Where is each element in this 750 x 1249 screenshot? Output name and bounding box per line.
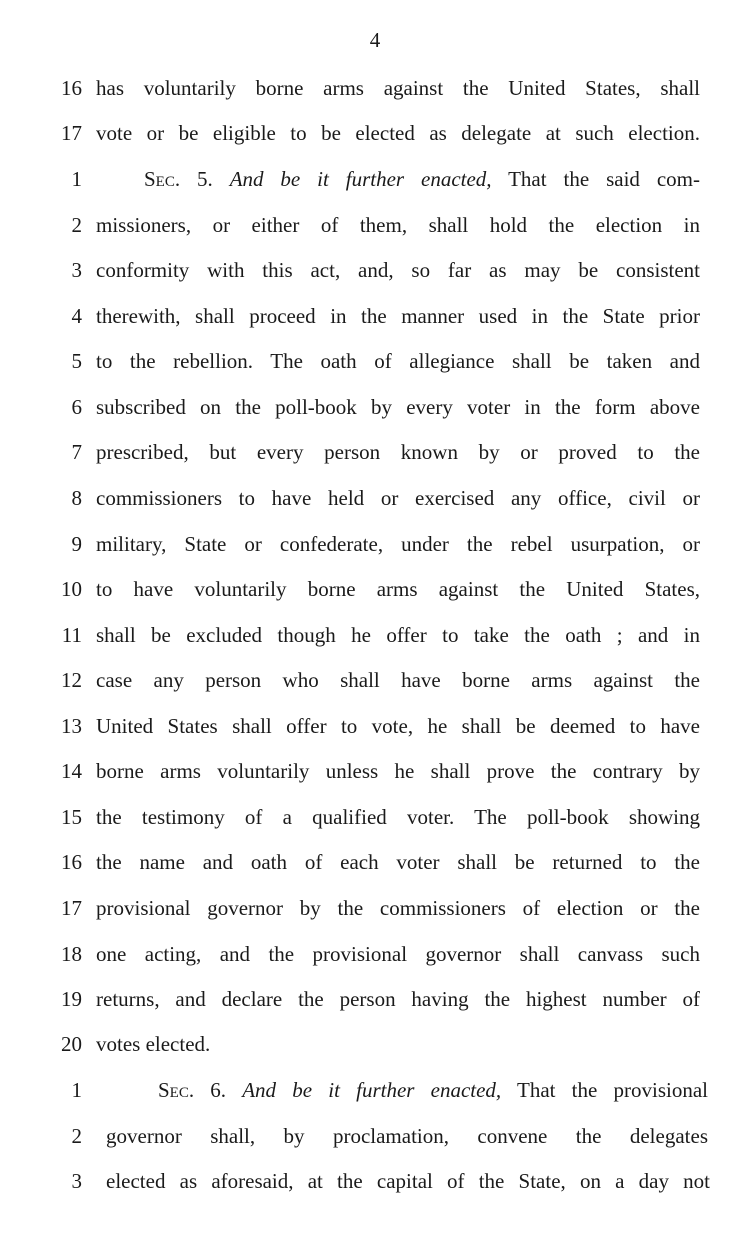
line-text: the testimony of a qualified voter. The poll-book showing [96,805,700,829]
line-text: military, State or confederate, under the rebel usurpation, or [96,532,700,556]
line-number: 19 [61,987,82,1011]
line-text: subscribed on the poll-book by every voter in the form above [96,395,700,419]
line-number: 17 [61,121,82,145]
line-number: 12 [61,668,82,692]
line-text [144,164,700,194]
line-number: 5 [71,349,82,373]
line-text: elected as aforesaid, at the capital of the State, on a day not [106,1169,710,1193]
line-text: the name and oath of each voter shall be returned to the [96,850,700,874]
line-number: 3 [71,1169,82,1193]
line-text: borne arms voluntarily unless he shall prove the contrary by [96,759,700,783]
line-text-rest: That the provisional [517,1078,708,1102]
line-number: 11 [61,623,82,647]
line-text: conformity with this act, and, so far as may be consistent [96,258,700,282]
line-number: 7 [71,440,82,464]
line-number: 4 [71,304,82,328]
line-text: vote or be eligible to be elected as delegate at such election. [96,121,700,145]
line-text: one acting, and the provisional governor shall canvass such [96,942,700,966]
line-number: 8 [71,486,82,510]
line-number: 1 [71,167,82,191]
line-text: governor shall, by proclamation, convene the delegates [106,1124,708,1148]
line-text: votes elected. [96,1032,211,1056]
line-text: case any person who shall have borne arms against the [96,668,700,692]
line-number: 2 [71,1124,82,1148]
line-number: 6 [71,395,82,419]
enacting-clause: And be it further enacted, [229,167,492,191]
line-number: 16 [61,76,82,100]
line-text: therewith, shall proceed in the manner used in the State prior [96,304,700,328]
page-number: 4 [369,28,381,52]
line-text: returns, and declare the person having the highest number of [96,987,700,1011]
line-number: 3 [71,258,82,282]
enacting-clause: And be it further enacted, [242,1078,502,1102]
line-number: 9 [71,532,82,556]
line-number: 16 [61,850,82,874]
line-number: 18 [61,942,82,966]
line-text: has voluntarily borne arms against the United States, shall [96,76,700,100]
line-text: United States shall offer to vote, he shall be deemed to have [96,714,700,738]
line-text: prescribed, but every person known by or proved to the [96,440,700,464]
line-text: to have voluntarily borne arms against the United States, [96,577,700,601]
line-text: provisional governor by the commissioners of election or the [96,896,700,920]
line-text [158,1075,708,1105]
line-number: 20 [61,1032,82,1056]
line-number: 2 [71,213,82,237]
line-number: 1 [71,1078,82,1102]
line-number: 10 [61,577,82,601]
section-label: Sec. 6. [158,1078,227,1102]
line-text: shall be excluded though he offer to take the oath ; and in [96,623,700,647]
line-number: 15 [61,805,82,829]
line-number: 17 [61,896,82,920]
line-text: missioners, or either of them, shall hold the election in [96,213,700,237]
section-label: Sec. 5. [144,167,213,191]
line-number: 13 [61,714,82,738]
line-text-rest: That the said com- [508,167,700,191]
line-number: 14 [61,759,82,783]
line-text: commissioners to have held or exercised any office, civil or [96,486,700,510]
line-text: to the rebellion. The oath of allegiance shall be taken and [96,349,700,373]
